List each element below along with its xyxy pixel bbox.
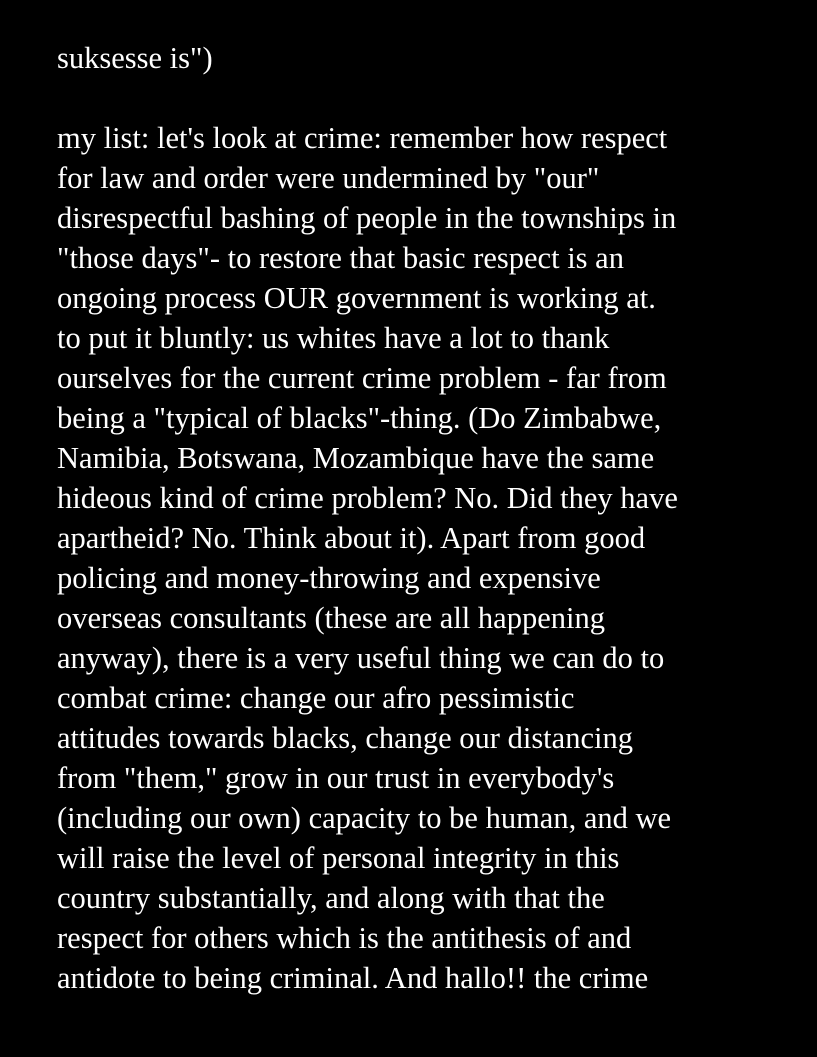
text-line: for law and order were undermined by "our" [57,161,600,195]
text-line: overseas consultants (these are all happening [57,601,605,635]
text-line: to put it bluntly: us whites have a lot to thank [57,321,610,355]
text-line: ourselves for the current crime problem - far from [57,361,667,395]
text-line: policing and money-throwing and expensive [57,561,601,595]
text-line: being a "typical of blacks"-thing. (Do Zimbabwe, [57,401,662,435]
text-line: country substantially, and along with that the [57,881,605,915]
text-line: my list: let's look at crime: remember how respect [57,121,668,155]
text-line: Namibia, Botswana, Mozambique have the same [57,441,655,475]
opening-line: suksesse is") [57,41,213,75]
text-line: (including our own) capacity to be human, and we [57,801,672,835]
text-line: hideous kind of crime problem? No. Did they have [57,481,678,515]
text-line: ongoing process OUR government is working at. [57,281,656,315]
text-line: from "them," grow in our trust in everybody's [57,761,615,795]
text-line: respect for others which is the antithesis of and [57,921,632,955]
text-line: antidote to being criminal. And hallo!! the crime [57,961,649,995]
document-text [57,38,807,998]
text-line: will raise the level of personal integrity in this [57,841,620,875]
text-line: apartheid? No. Think about it). Apart from good [57,521,646,555]
text-line: disrespectful bashing of people in the townships in [57,201,677,235]
text-line: anyway), there is a very useful thing we can do to [57,641,665,675]
blank-line [57,78,807,118]
text-line: "those days"- to restore that basic respect is an [57,241,624,275]
text-line: combat crime: change our afro pessimistic [57,681,575,715]
text-line: attitudes towards blacks, change our distancing [57,721,633,755]
